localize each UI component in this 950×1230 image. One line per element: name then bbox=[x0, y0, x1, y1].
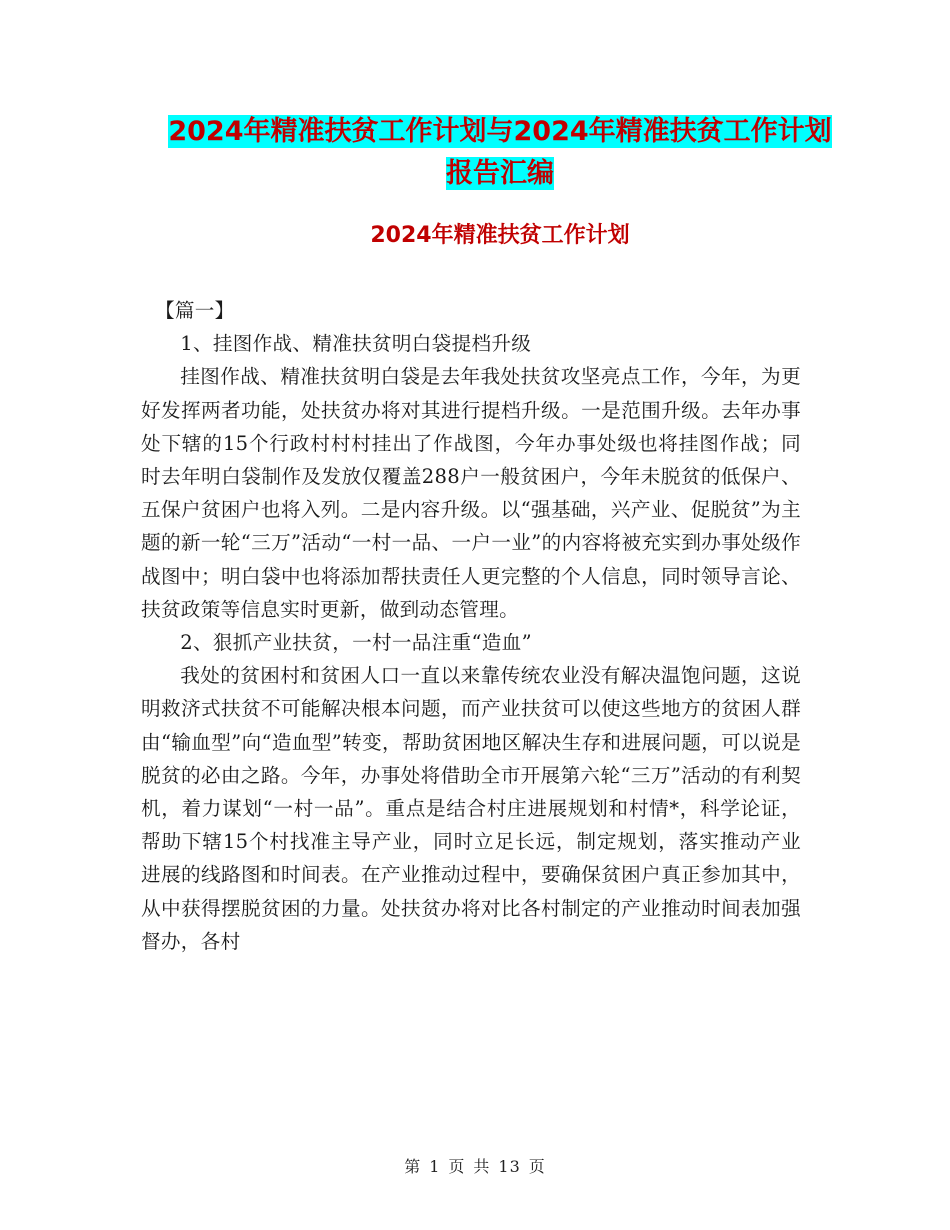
section-label: 【篇一】 bbox=[155, 299, 235, 322]
footer-ye-end: 页 bbox=[528, 1157, 546, 1176]
footer-ye: 页 bbox=[448, 1157, 466, 1176]
document-title-line-1 bbox=[120, 112, 880, 152]
paragraph-heading-2: 2、狠抓产业扶贫，一村一品注重“造血” bbox=[180, 631, 532, 655]
footer-page-number: 1 bbox=[429, 1157, 441, 1176]
paragraph-2: 我处的贫困村和贫困人口一直以来靠传统农业没有解决温饱问题，这说明救济式扶贫不可能解决根本问题，而产业扶贫可以使这些地方的贫困人群由“输血型”向“造血型”转变，帮助贫困地区解决生存和进展问题，可以说是脱贫的必由之路。今年，办事处将借助全市开展第六轮“三万”活动的有利契机，着力谋划“一村一品”。重点是结合村庄进展规划和村情*，科学论证，帮助下辖15个村找准主导产业，同时立足长远，制定规划，落实推动产业进展的线路图和时间表。在产业推动过程中，要确保贫困户真正参加其中，从中获得摆脱贫困的力量。处扶贫办将对比各村制定的产业推动时间表加强督办，各村 bbox=[141, 664, 801, 953]
paragraph-heading-1: 1、挂图作战、精准扶贫明白袋提档升级 bbox=[180, 332, 532, 356]
title-highlight: 2024年精准扶贫工作计划与2024年精准扶贫工作计划 bbox=[168, 116, 832, 147]
footer-total-pages: 13 bbox=[498, 1157, 521, 1176]
document-body bbox=[141, 294, 801, 958]
footer-di: 第 bbox=[404, 1157, 422, 1176]
section-subtitle: 2024年精准扶贫工作计划 bbox=[370, 223, 630, 248]
footer-gong: 共 bbox=[473, 1157, 491, 1176]
page-footer bbox=[0, 1156, 950, 1178]
title-highlight: 报告汇编 bbox=[446, 158, 554, 189]
document-title-line-2 bbox=[120, 154, 880, 194]
paragraph-1: 挂图作战、精准扶贫明白袋是去年我处扶贫攻坚亮点工作，今年，为更好发挥两者功能，处扶贫办将对其进行提档升级。一是范围升级。去年办事处下辖的15个行政村村村挂出了作战图，今年办事处级也将挂图作战；同时去年明白袋制作及发放仅覆盖288户一般贫困户，今年未脱贫的低保户、五保户贫困户也将入列。二是内容升级。以“强基础，兴产业、促脱贫”为主题的新一轮“三万”活动“一村一品、一户一业”的内容将被充实到办事处级作战图中；明白袋中也将添加帮扶责任人更完整的个人信息，同时领导言论、扶贫政策等信息实时更新，做到动态管理。 bbox=[141, 365, 801, 621]
